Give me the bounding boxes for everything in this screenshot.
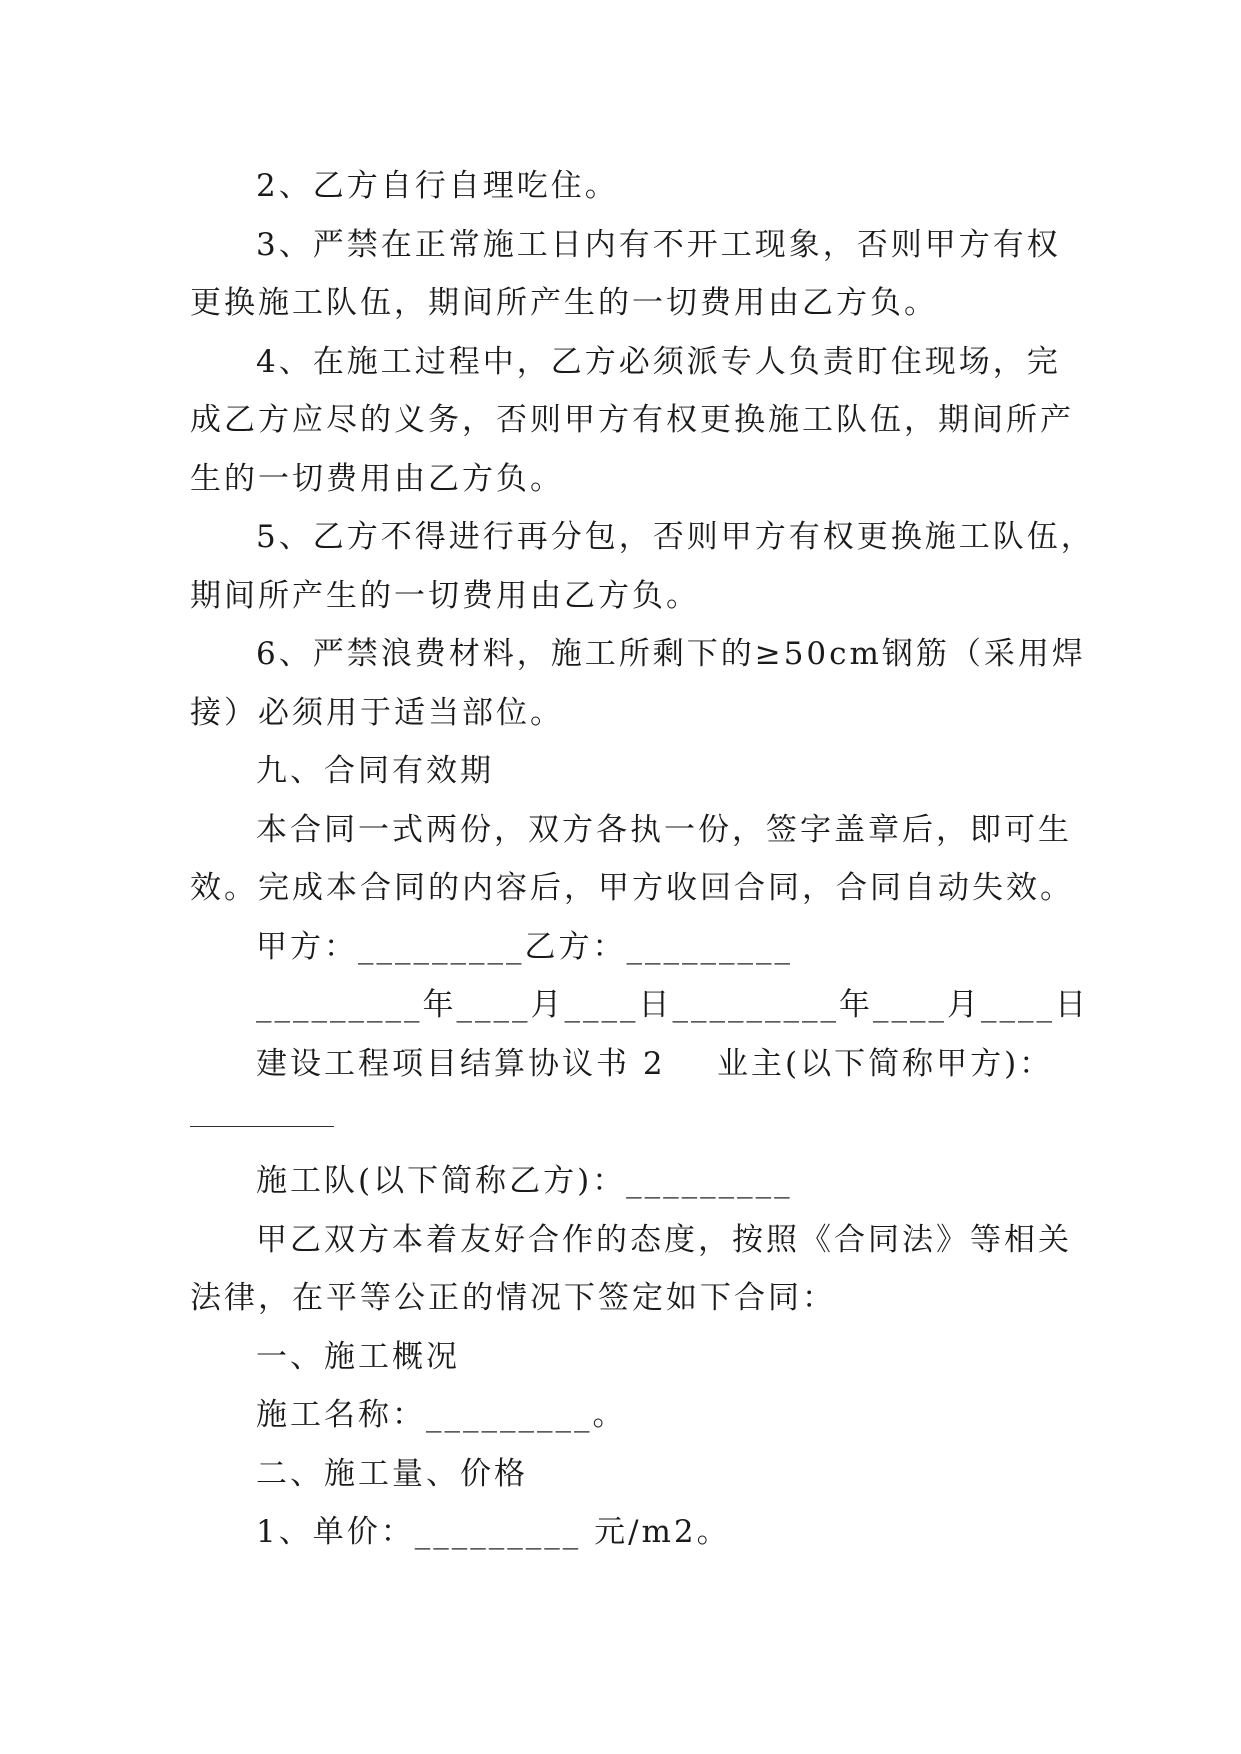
section-2-heading: 二、施工量、价格 xyxy=(256,1456,528,1492)
clause-6-line-2: 接）必须用于适当部位。 xyxy=(190,695,564,731)
project-name-line: 施工名称：_________。 xyxy=(256,1397,627,1433)
clause-5-line-2: 期间所产生的一切费用由乙方负。 xyxy=(190,578,700,614)
preamble-line-1: 甲乙双方本着友好合作的态度，按照《合同法》等相关 xyxy=(256,1222,1072,1258)
clause-4-line-2: 成乙方应尽的义务，否则甲方有权更换施工队伍，期间所产 xyxy=(190,402,1074,438)
clause-3-line-2: 更换施工队伍，期间所产生的一切费用由乙方负。 xyxy=(190,285,938,321)
clause-6-line-1: 6、严禁浪费材料，施工所剩下的≥50cm钢筋（采用焊 xyxy=(256,636,1086,672)
owner-blank-underline xyxy=(190,1126,334,1127)
clause-5-line-1: 5、乙方不得进行再分包，否则甲方有权更换施工队伍， xyxy=(256,519,1095,555)
signature-parties-line: 甲方：_________乙方：_________ xyxy=(256,929,793,965)
agreement-2-title-line: 建设工程项目结算协议书 2 业主(以下简称甲方)： xyxy=(256,1046,1054,1082)
section-1-heading: 一、施工概况 xyxy=(256,1339,460,1375)
clause-2-line-1: 2、乙方自行自理吃住。 xyxy=(256,168,619,204)
preamble-line-2: 法律，在平等公正的情况下签定如下合同： xyxy=(190,1280,836,1316)
clause-4-line-1: 4、在施工过程中，乙方必须派专人负责盯住现场，完 xyxy=(256,344,1061,380)
contractor-line: 施工队(以下简称乙方)：_________ xyxy=(256,1163,793,1199)
clause-4-line-3: 生的一切费用由乙方负。 xyxy=(190,461,564,497)
validity-line-1: 本合同一式两份，双方各执一份，签字盖章后，即可生 xyxy=(256,812,1072,848)
validity-line-2: 效。完成本合同的内容后，甲方收回合同，合同自动失效。 xyxy=(190,870,1074,906)
unit-price-line: 1、单价：_________ 元/m2。 xyxy=(256,1514,731,1550)
signature-date-line: _________年____月____日_________年____月____日 xyxy=(256,987,1089,1023)
clause-3-line-1: 3、严禁在正常施工日内有不开工现象，否则甲方有权 xyxy=(256,227,1061,263)
section-9-heading: 九、合同有效期 xyxy=(256,753,494,789)
